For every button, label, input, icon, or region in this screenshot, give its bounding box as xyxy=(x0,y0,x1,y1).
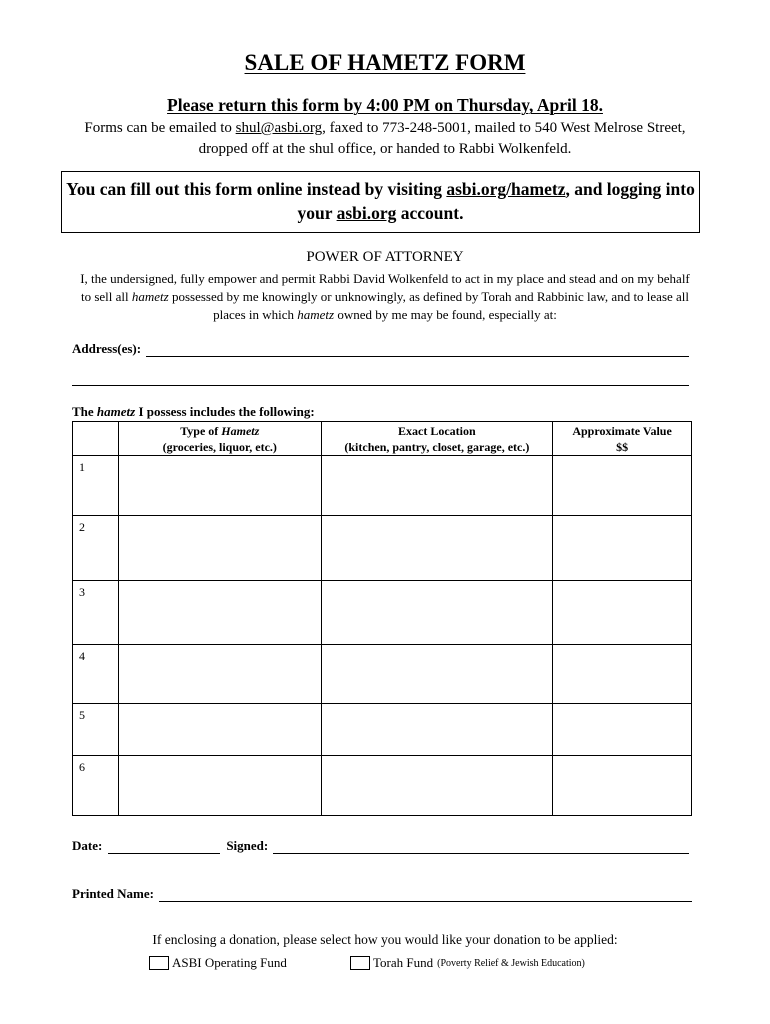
table-row xyxy=(73,581,692,645)
power-of-attorney-text xyxy=(74,270,696,324)
table-row xyxy=(73,516,692,581)
form-title: SALE OF HAMETZ FORM xyxy=(244,50,526,75)
table-row xyxy=(73,456,692,516)
date-label: Date: xyxy=(72,838,103,853)
hametz-table xyxy=(72,421,692,816)
poa-hametz-word: hametz xyxy=(297,307,335,322)
value-column-header xyxy=(553,422,692,456)
value-cell[interactable] xyxy=(553,581,692,645)
location-cell[interactable] xyxy=(321,704,553,756)
possess-label-post: I possess includes the following: xyxy=(135,404,315,419)
address-label: Address(es): xyxy=(72,341,142,356)
power-of-attorney-heading: POWER OF ATTORNEY xyxy=(306,249,464,265)
value-cell[interactable] xyxy=(553,456,692,516)
type-header-subtext: (groceries, liquor, etc.) xyxy=(162,440,277,454)
printed-name-field[interactable] xyxy=(159,890,692,902)
asbi-url-link[interactable]: asbi.org xyxy=(336,203,397,223)
type-cell[interactable] xyxy=(118,645,321,704)
row-number: 5 xyxy=(73,704,119,756)
type-cell[interactable] xyxy=(118,581,321,645)
location-header-subtext: (kitchen, pantry, closet, garage, etc.) xyxy=(344,440,530,454)
type-cell[interactable] xyxy=(118,456,321,516)
torah-fund-label: Torah Fund xyxy=(373,955,434,970)
row-number: 3 xyxy=(73,581,119,645)
location-cell[interactable] xyxy=(321,516,553,581)
possess-label-hametz: hametz xyxy=(96,404,136,419)
poa-hametz-word: hametz xyxy=(131,289,169,304)
deadline-notice: Please return this form by 4:00 PM on Thursday, April 18. xyxy=(167,95,603,115)
value-header-text: Approximate Value xyxy=(572,424,672,438)
type-header-hametz: Hametz xyxy=(221,424,260,438)
poa-text-part1: I, the undersigned, fully empower and permit Rabbi David Wolkenfeld to act in my place and stead and on my behalf to sell all xyxy=(80,271,690,304)
table-row xyxy=(73,645,692,704)
signature-field[interactable] xyxy=(273,842,689,854)
location-cell[interactable] xyxy=(321,581,553,645)
table-row xyxy=(73,756,692,816)
signed-label: Signed: xyxy=(226,838,269,853)
email-link[interactable]: shul@asbi.org xyxy=(235,120,323,136)
poa-text-part3: owned by me may be found, especially at: xyxy=(334,307,557,322)
poa-text-part2: possessed by me knowingly or unknowingly, as defined by Torah and Rabbinic law, and to lease all places in which xyxy=(168,289,690,322)
date-signed-row xyxy=(72,838,689,854)
possess-label xyxy=(72,404,315,420)
row-number-header xyxy=(73,422,119,456)
printed-name-label: Printed Name: xyxy=(72,886,154,901)
possess-label-pre: The xyxy=(72,404,97,419)
location-column-header xyxy=(321,422,553,456)
location-cell[interactable] xyxy=(321,456,553,516)
torah-fund-note: (Poverty Relief & Jewish Education) xyxy=(437,957,585,969)
row-number: 2 xyxy=(73,516,119,581)
online-text-post: account. xyxy=(396,203,464,223)
location-header-text: Exact Location xyxy=(398,424,476,438)
operating-fund-label: ASBI Operating Fund xyxy=(172,955,287,970)
online-notice-box xyxy=(61,171,700,233)
contact-instructions xyxy=(70,118,700,160)
hametz-url-link[interactable]: asbi.org/hametz xyxy=(446,179,566,199)
online-text-pre: You can fill out this form online instead by visiting xyxy=(66,179,447,199)
type-cell[interactable] xyxy=(118,756,321,816)
operating-fund-option[interactable] xyxy=(149,955,287,971)
operating-fund-checkbox[interactable] xyxy=(149,956,169,970)
address-line-2[interactable] xyxy=(72,374,689,386)
value-header-subtext: $$ xyxy=(616,440,629,454)
address-line-1[interactable] xyxy=(146,345,689,357)
online-text-mid: , and logging into your xyxy=(297,179,695,223)
type-cell[interactable] xyxy=(118,516,321,581)
address-row-2 xyxy=(72,374,689,386)
date-field[interactable] xyxy=(108,842,220,854)
printed-name-row xyxy=(72,886,692,902)
torah-fund-checkbox[interactable] xyxy=(350,956,370,970)
location-cell[interactable] xyxy=(321,645,553,704)
torah-fund-option[interactable] xyxy=(350,955,585,971)
value-cell[interactable] xyxy=(553,756,692,816)
row-number: 4 xyxy=(73,645,119,704)
donation-prompt: If enclosing a donation, please select how you would like your donation to be applied: xyxy=(152,932,618,947)
value-cell[interactable] xyxy=(553,516,692,581)
contact-text-post: , faxed to 773-248-5001, mailed to 540 West Melrose Street, dropped off at the shul office, or handed to Rabbi Wolkenfeld. xyxy=(198,120,686,157)
type-header-text: Type of xyxy=(180,424,222,438)
address-row xyxy=(72,341,689,357)
table-header-row xyxy=(73,422,692,456)
row-number: 1 xyxy=(73,456,119,516)
value-cell[interactable] xyxy=(553,704,692,756)
value-cell[interactable] xyxy=(553,645,692,704)
row-number: 6 xyxy=(73,756,119,816)
location-cell[interactable] xyxy=(321,756,553,816)
table-row xyxy=(73,704,692,756)
type-column-header xyxy=(118,422,321,456)
type-cell[interactable] xyxy=(118,704,321,756)
contact-text-pre: Forms can be emailed to xyxy=(84,120,236,136)
